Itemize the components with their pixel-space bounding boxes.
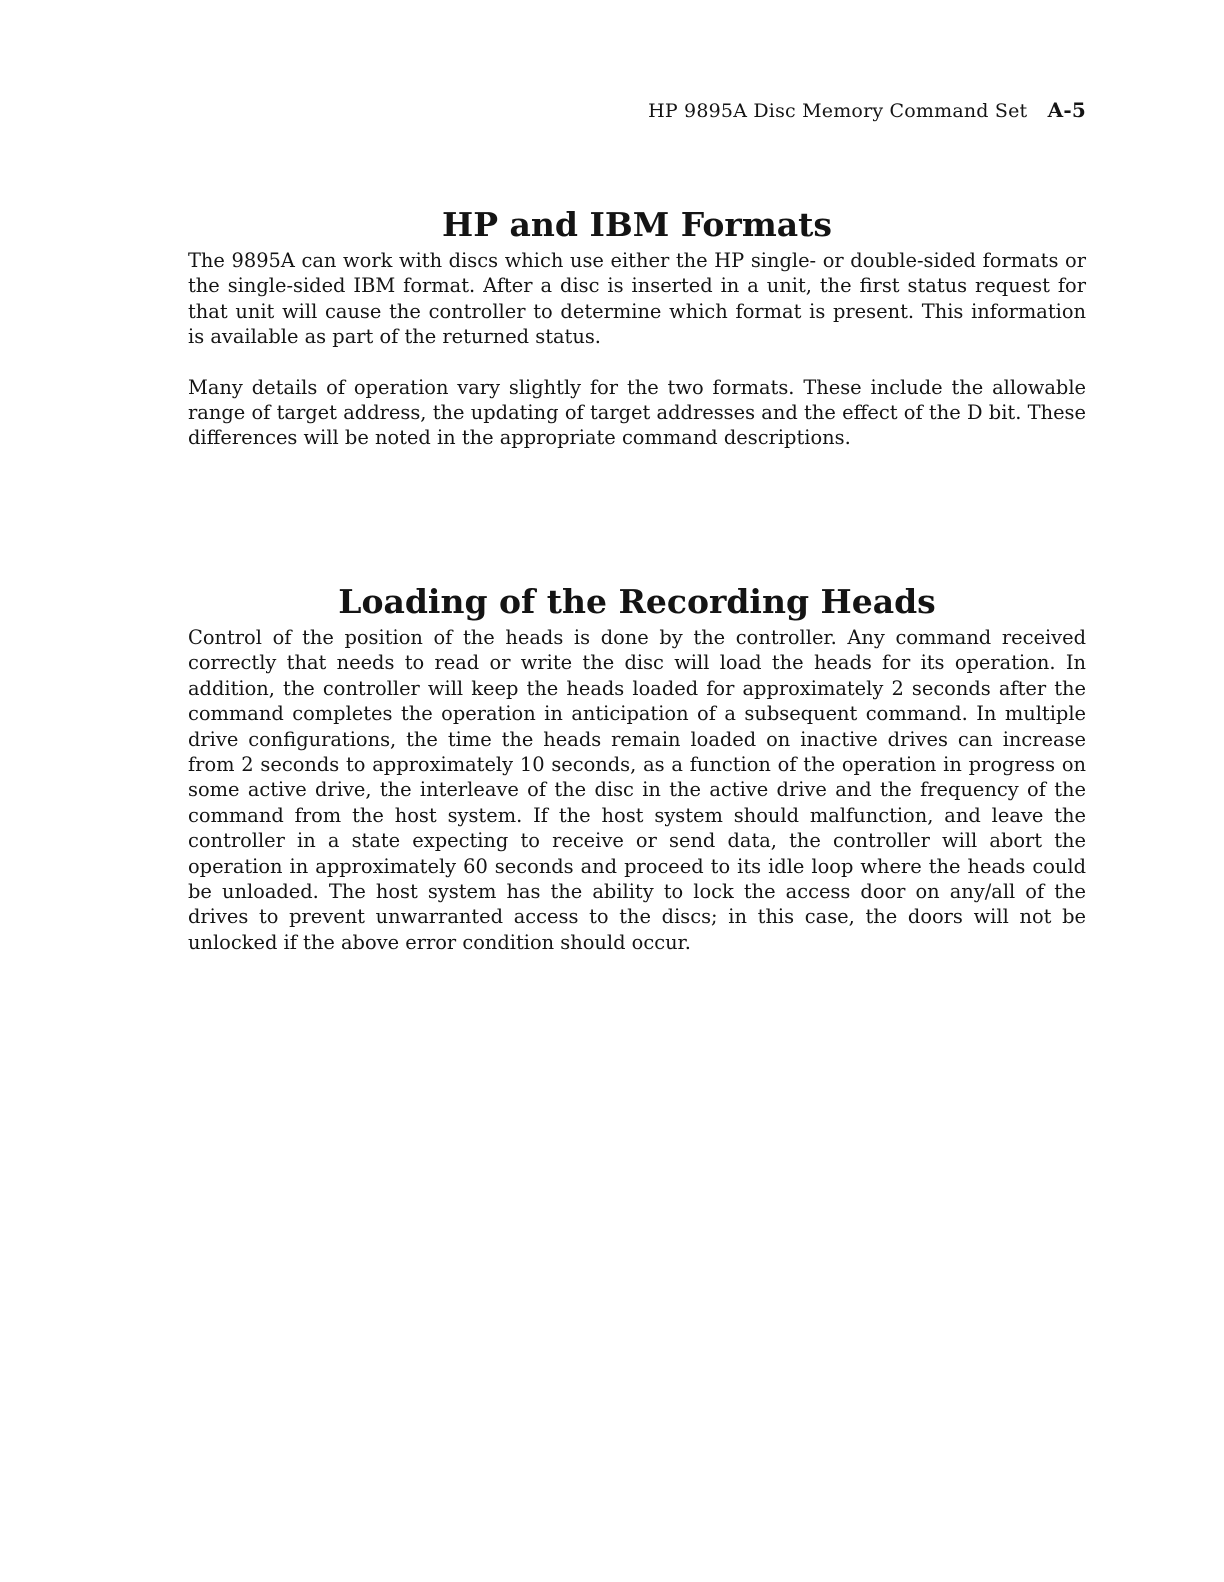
page-header: [648, 98, 1086, 122]
section-title: Loading of the Recording Heads: [338, 582, 936, 621]
section-loading-recording-heads: [188, 581, 1086, 955]
paragraph: Many details of operation vary slightly for the two formats. These include the allowable range of target address, the updating of target addresses and the effect of the D bit. These differences will be noted in the appropriate command descriptions.: [188, 375, 1086, 450]
page-number: A-5: [1047, 98, 1086, 122]
section-hp-ibm-formats: [188, 204, 1086, 451]
running-title: HP 9895A Disc Memory Command Set: [648, 100, 1028, 122]
paragraph: The 9895A can work with discs which use either the HP single- or double-sided formats or the single-sided IBM format. After a disc is inserted in a unit, the first status request for that unit will cause the controller to determine which format is present. This information is available as part of the returned status.: [188, 249, 1086, 349]
paragraph: Control of the position of the heads is done by the controller. Any command received correctly that needs to read or write the disc will load the heads for its operation. In addition, the controller will keep the heads loaded for approximately 2 seconds after the command completes the operation in anticipation of a subsequent command. In multiple drive configurations, the time the heads remain loaded on inactive drives can increase from 2 seconds to approximately 10 seconds, as a function of the operation in progress on some active drive, the interleave of the disc in the active drive and the frequency of the command from the host system. If the host system should malfunction, and leave the controller in a state expecting to receive or send data, the controller will abort the operation in approximately 60 seconds and proceed to its idle loop where the heads could be unloaded. The host system has the ability to lock the access door on any/all of the drives to prevent unwarranted access to the discs; in this case, the doors will not be unlocked if the above error condition should occur.: [188, 626, 1086, 954]
section-title: HP and IBM Formats: [442, 205, 832, 244]
